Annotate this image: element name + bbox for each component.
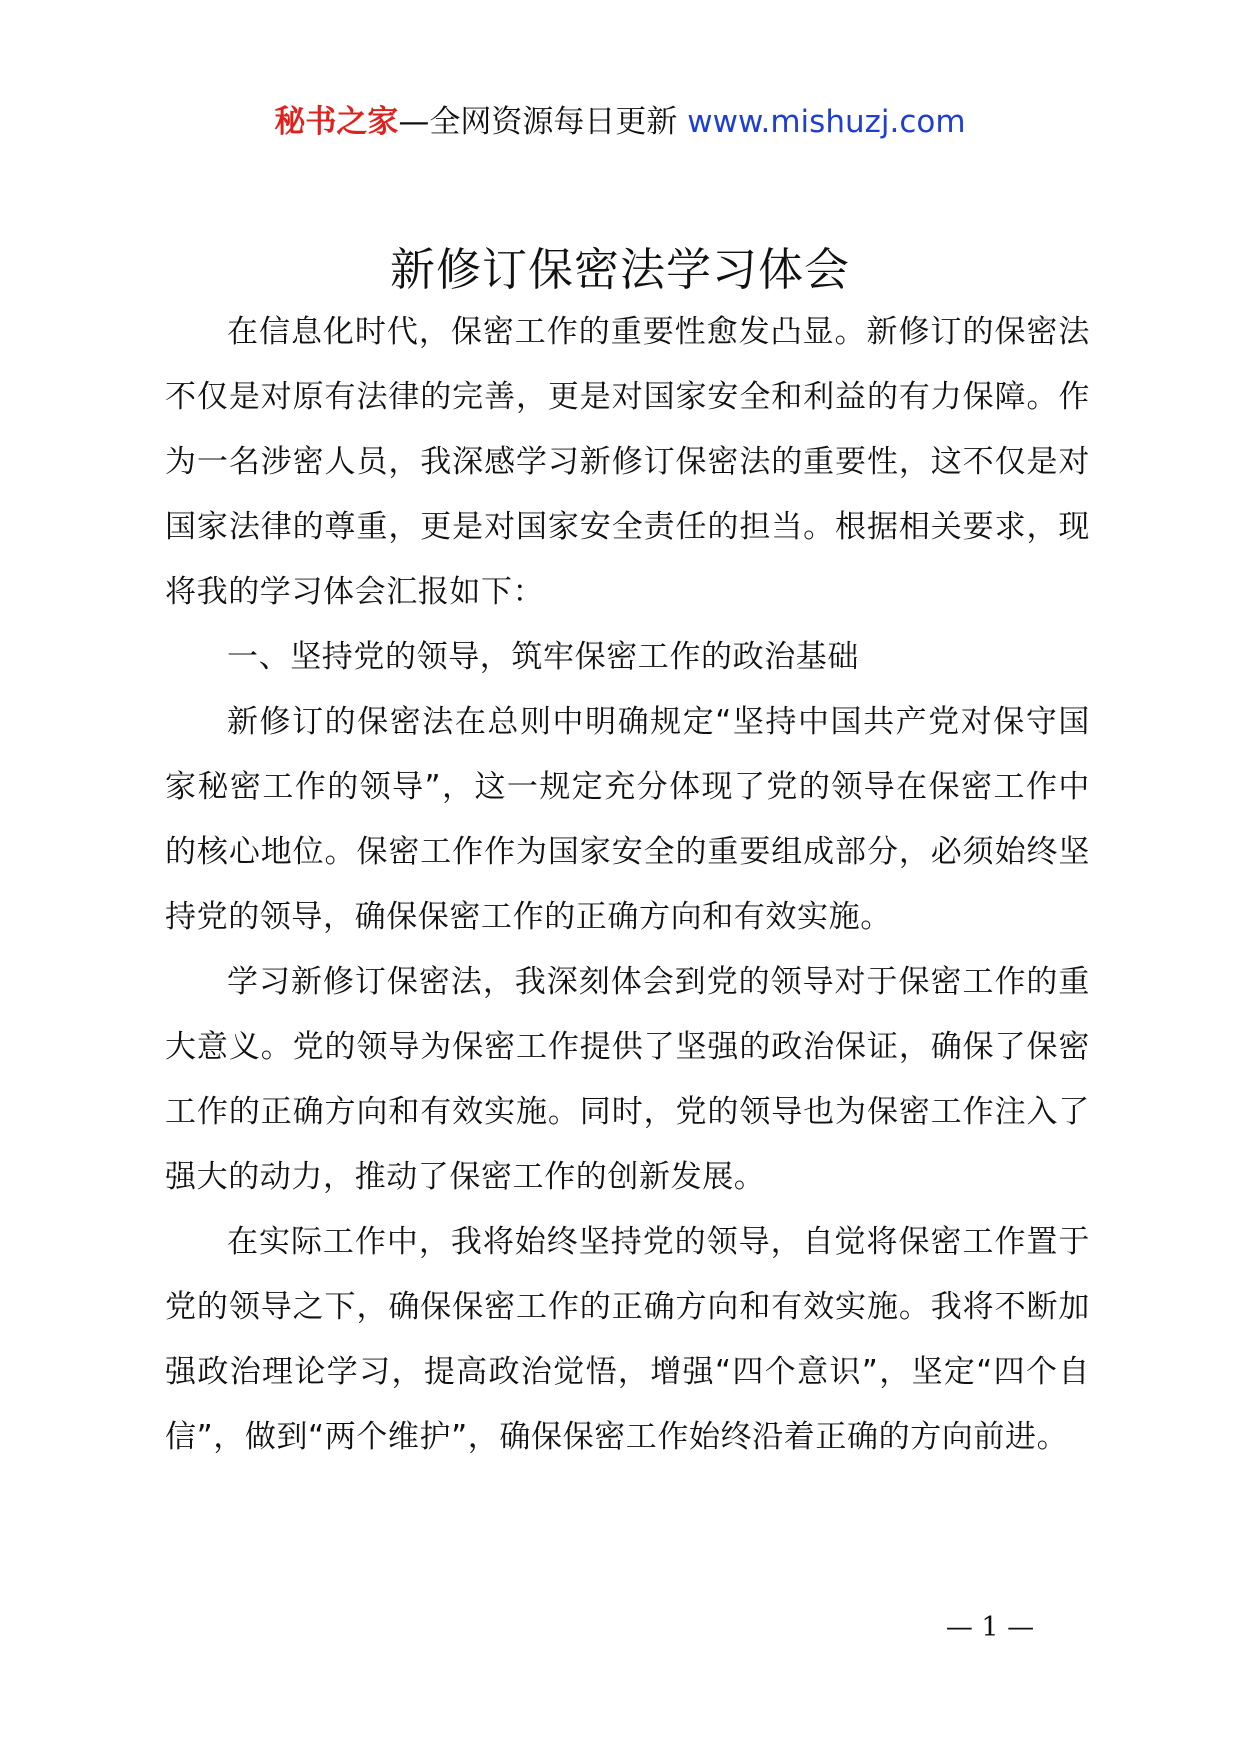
document-body xyxy=(165,300,1090,1470)
site-url-link[interactable]: www.mishuzj.com xyxy=(687,104,966,140)
section-heading-1: 一、坚持党的领导，筑牢保密工作的政治基础 xyxy=(227,639,859,675)
brand-name: 秘书之家 xyxy=(274,104,399,140)
paragraph-2: 学习新修订保密法，我深刻体会到党的领导对于保密工作的重大意义。党的领导为保密工作提供了坚强的政治保证，确保了保密工作的正确方向和有效实施。同时，党的领导也为保密工作注入了强大的动力，推动了保密工作的创新发展。 xyxy=(165,964,1090,1195)
header-slogan: —全网资源每日更新 xyxy=(398,104,678,140)
document-title: 新修订保密法学习体会 xyxy=(389,243,850,296)
paragraph-intro: 在信息化时代，保密工作的重要性愈发凸显。新修订的保密法不仅是对原有法律的完善，更是对国家安全和利益的有力保障。作为一名涉密人员，我深感学习新修订保密法的重要性，这不仅是对国家法律的尊重，更是对国家安全责任的担当。根据相关要求，现将我的学习体会汇报如下： xyxy=(165,314,1090,610)
site-header xyxy=(0,100,1240,144)
page-number: — 1 — xyxy=(945,1612,1035,1643)
paragraph-3: 在实际工作中，我将始终坚持党的领导，自觉将保密工作置于党的领导之下，确保保密工作的正确方向和有效实施。我将不断加强政治理论学习，提高政治觉悟，增强“四个意识”，坚定“四个自信”，做到“两个维护”，确保保密工作始终沿着正确的方向前进。 xyxy=(165,1224,1090,1455)
paragraph-1: 新修订的保密法在总则中明确规定“坚持中国共产党对保守国家秘密工作的领导”，这一规定充分体现了党的领导在保密工作中的核心地位。保密工作作为国家安全的重要组成部分，必须始终坚持党的领导，确保保密工作的正确方向和有效实施。 xyxy=(165,704,1090,935)
